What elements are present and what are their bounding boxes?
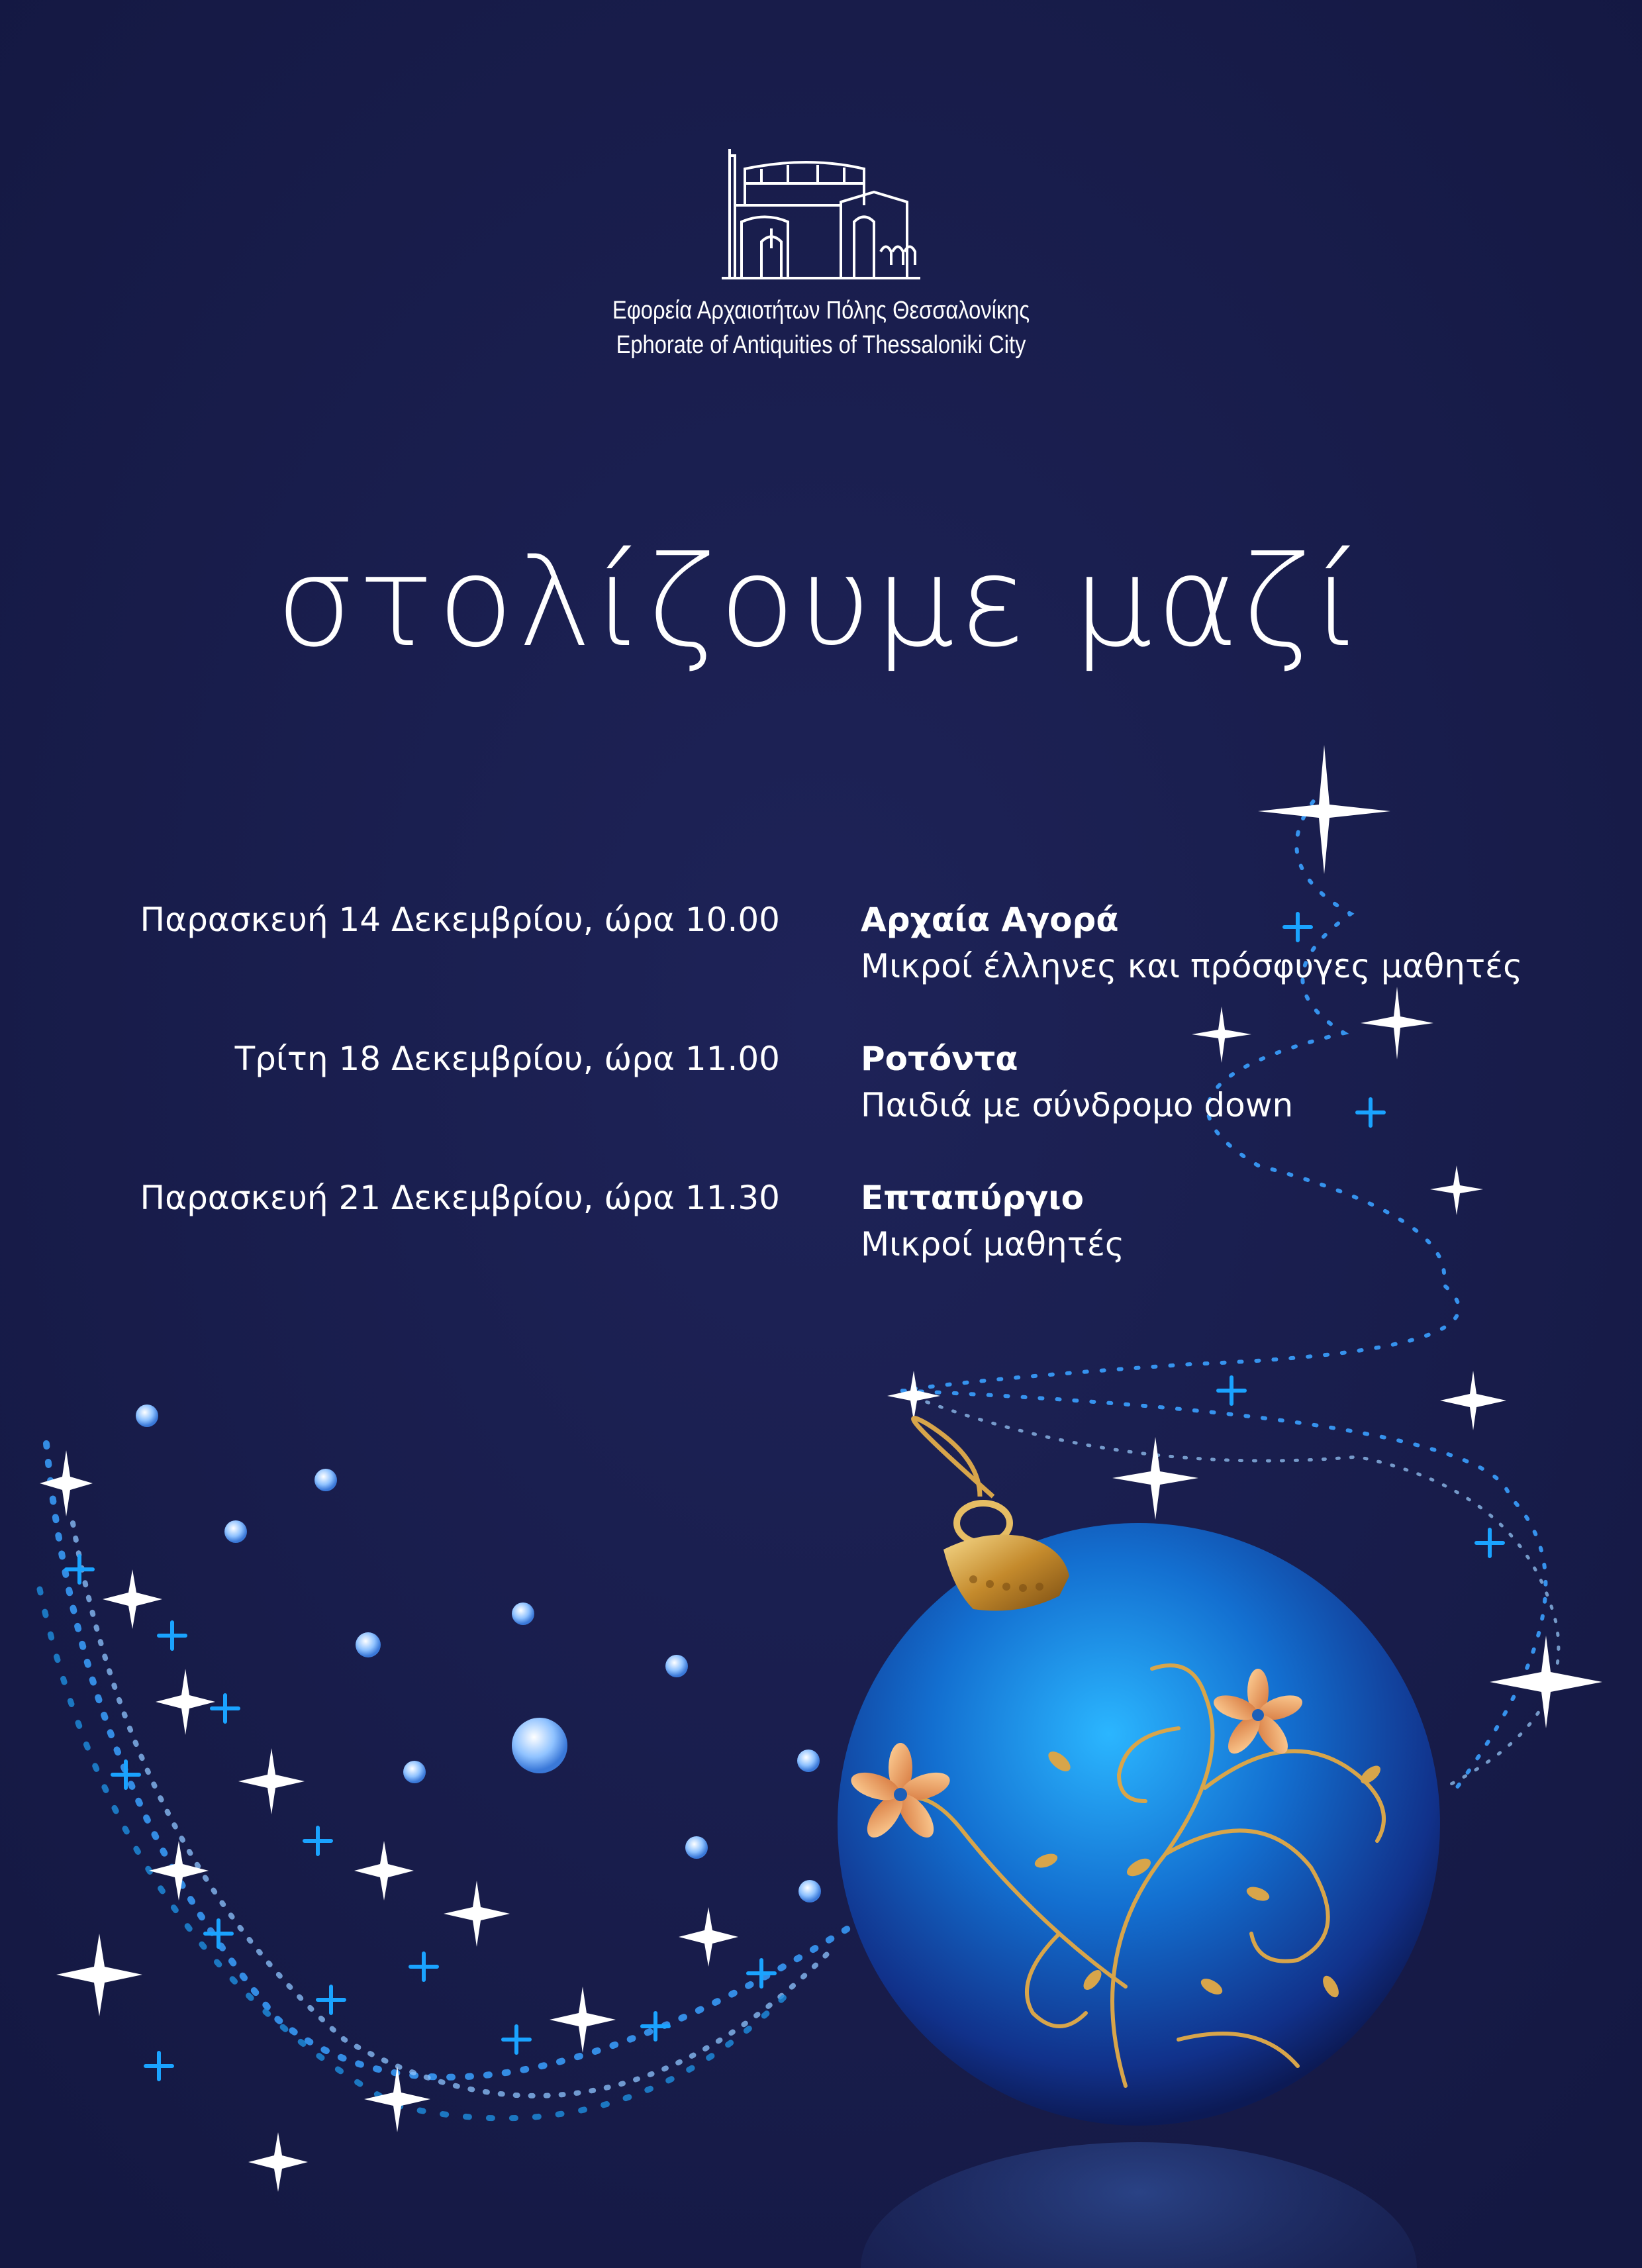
event-date: Παρασκευή 14 Δεκεμβρίου, ώρα 10.00 (140, 901, 780, 939)
event-audience: Παιδιά με σύνδρομο down (861, 1086, 1294, 1124)
rotunda-building-icon (715, 142, 927, 281)
event-audience: Μικροί έλληνες και πρόσφυγες μαθητές (861, 947, 1523, 985)
event-date: Τρίτη 18 Δεκεμβρίου, ώρα 11.00 (234, 1040, 780, 1078)
event-venue: Επταπύργιο (861, 1179, 1084, 1217)
page-title: στολίζουμε μαζί (275, 530, 1367, 675)
event-venue: Αρχαία Αγορά (861, 901, 1119, 939)
org-name-greek: Εφορεία Αρχαιοτήτων Πόλης Θεσσαλονίκης (612, 297, 1030, 324)
header (0, 142, 1642, 362)
event-audience: Μικροί μαθητές (861, 1225, 1125, 1263)
event-venue: Ροτόντα (861, 1040, 1018, 1078)
event-date: Παρασκευή 21 Δεκεμβρίου, ώρα 11.30 (140, 1179, 780, 1217)
org-name-english: Ephorate of Antiquities of Thessaloniki City (616, 331, 1026, 359)
